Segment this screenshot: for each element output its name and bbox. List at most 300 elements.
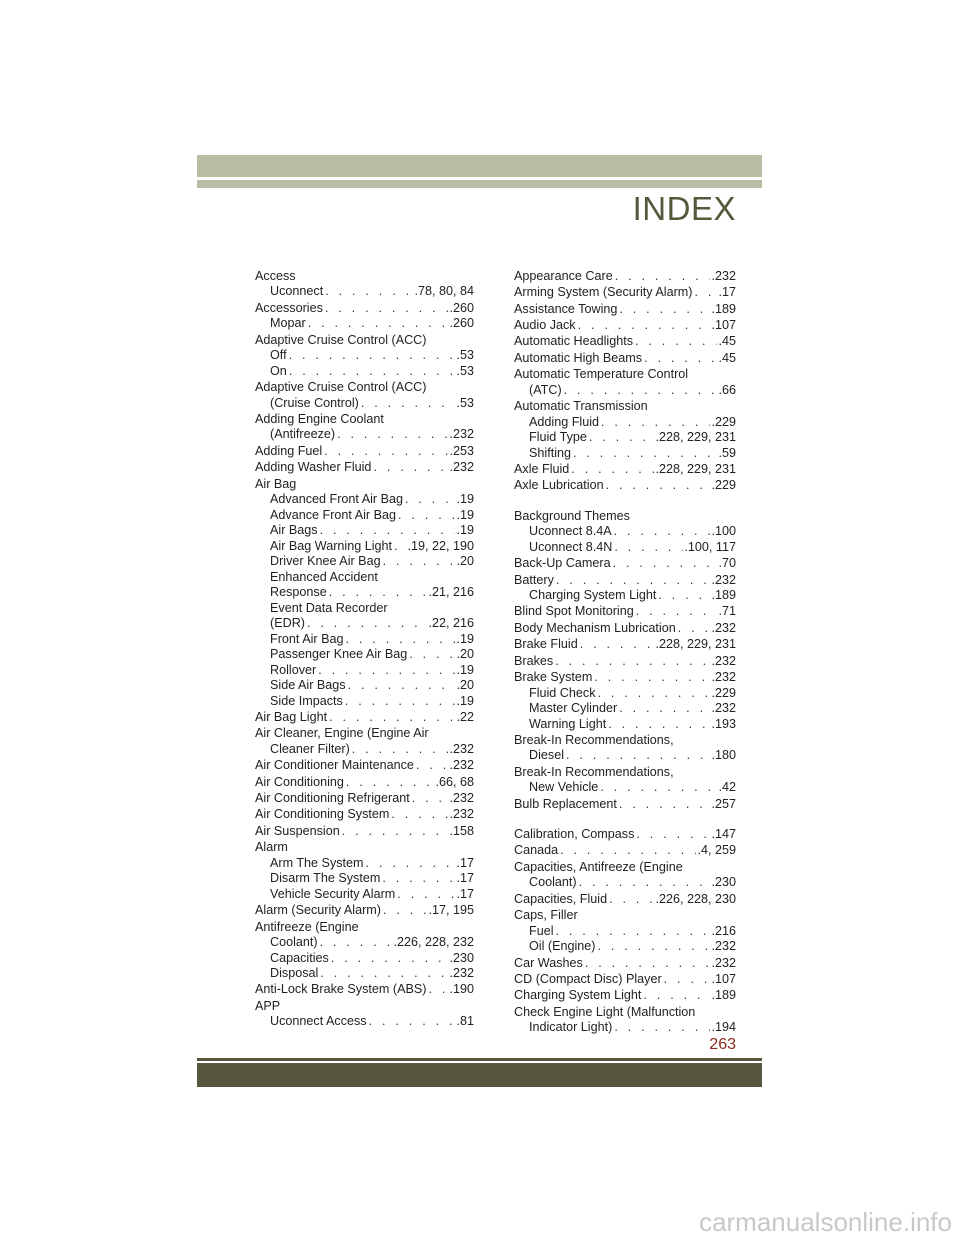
index-entry-label: Vehicle Security Alarm [270, 886, 396, 901]
index-entry-label: Appearance Care [514, 268, 613, 283]
index-entry [514, 908, 736, 924]
index-subentry [255, 1014, 474, 1030]
index-entry [514, 351, 736, 367]
index-entry-page: .17 [456, 886, 474, 901]
index-entry-page: .59 [718, 445, 736, 460]
dot-leader [306, 316, 449, 332]
dot-leader [344, 632, 456, 648]
index-subentry [514, 588, 736, 604]
index-column-right [514, 268, 736, 1036]
index-entry [514, 988, 736, 1004]
index-entry-page: .19 [456, 693, 474, 708]
index-entry [255, 903, 474, 919]
dot-leader [318, 523, 456, 539]
section-title: INDEX [632, 190, 736, 227]
index-subentry [514, 446, 736, 462]
index-entry-page: .42 [718, 780, 736, 795]
index-entry-page: .45 [718, 350, 736, 365]
index-entry-label: (EDR) [270, 616, 305, 631]
index-entry-page: .232 [449, 427, 474, 442]
index-subentry [514, 924, 736, 940]
dot-leader [335, 427, 448, 443]
index-entry-page: .232 [711, 955, 736, 970]
index-entry-label: Side Impacts [270, 693, 343, 708]
index-section-gap [514, 494, 736, 508]
index-subentry [255, 364, 474, 380]
index-entry-label: Passenger Knee Air Bag [270, 647, 408, 662]
dot-leader [350, 742, 449, 758]
index-entry-label: Uconnect 8.4N [529, 539, 613, 554]
index-entry-label: (Antifreeze) [270, 427, 336, 442]
index-subentry [255, 284, 474, 300]
index-entry-label: Bulb Replacement [514, 796, 617, 811]
index-subentry [255, 647, 474, 663]
dot-leader [612, 1020, 710, 1036]
index-entry-label: Shifting [529, 445, 572, 460]
dot-leader [617, 701, 710, 717]
dot-leader [364, 856, 456, 872]
index-entry-label: Adding Fuel [255, 443, 323, 458]
index-entry-label: Master Cylinder [529, 701, 618, 716]
dot-leader [414, 758, 449, 774]
index-subentry [255, 492, 474, 508]
index-entry-label: Axle Lubrication [514, 478, 604, 493]
index-subentry [514, 383, 736, 399]
dot-leader [578, 637, 655, 653]
index-entry-label: Event Data Recorder [270, 600, 388, 615]
index-entry [514, 797, 736, 813]
index-entry [255, 999, 474, 1015]
index-entry-label: Indicator Light) [529, 1020, 613, 1035]
index-entry-page: .21, 216 [428, 585, 474, 600]
index-entry-label: Assistance Towing [514, 301, 618, 316]
index-entry-label: Disposal [270, 966, 319, 981]
index-entry-label: Blind Spot Monitoring [514, 604, 634, 619]
index-entry [255, 791, 474, 807]
index-entry-page: .230 [449, 950, 474, 965]
index-entry [514, 621, 736, 637]
dot-leader [323, 284, 413, 300]
index-section-gap [514, 812, 736, 826]
index-entry-label: (Cruise Control) [270, 395, 359, 410]
index-entry-label: Off [270, 348, 287, 363]
dot-leader [396, 508, 455, 524]
index-subentry [255, 632, 474, 648]
index-entry-page: .53 [456, 348, 474, 363]
index-entry-page: .189 [711, 588, 736, 603]
index-entry-label: Fuel [529, 923, 554, 938]
index-entry-label: Check Engine Light (Malfunction [514, 1004, 696, 1019]
index-entry-page: .22, 216 [428, 616, 474, 631]
index-subentry [255, 951, 474, 967]
index-entry-label: Background Themes [514, 508, 630, 523]
index-entry-page: .100, 117 [684, 539, 736, 554]
index-entry-page: .216 [711, 923, 736, 938]
index-entry-label: Front Air Bag [270, 631, 344, 646]
index-entry-page: .232 [449, 460, 474, 475]
index-subentry [514, 430, 736, 446]
index-subentry [255, 554, 474, 570]
index-entry-page: .189 [711, 301, 736, 316]
index-entry-label: Adding Fluid [529, 414, 600, 429]
index-subentry [514, 717, 736, 733]
index-entry-label: (ATC) [529, 382, 562, 397]
dot-leader [598, 780, 717, 796]
index-entry-label: Rollover [270, 662, 317, 677]
index-entry-page: .228, 229, 231 [655, 462, 736, 477]
index-subentry [255, 508, 474, 524]
index-entry-page: .232 [711, 653, 736, 668]
index-entry-label: Automatic Headlights [514, 334, 634, 349]
header-band-rule [197, 180, 762, 188]
index-entry-page: .232 [711, 670, 736, 685]
index-entry-label: Air Bag [255, 476, 297, 491]
index-entry-label: Air Conditioning System [255, 807, 390, 822]
index-entry-page: .19 [456, 631, 474, 646]
index-entry-page: .19 [456, 492, 474, 507]
index-entry-page: .20 [456, 678, 474, 693]
index-entry [514, 654, 736, 670]
index-entry-label: Back-Up Camera [514, 556, 611, 571]
dot-leader [553, 654, 710, 670]
index-entry-label: Adding Washer Fluid [255, 460, 372, 475]
index-entry-label: Disarm The System [270, 871, 381, 886]
index-entry-label: CD (Compact Disc) Player [514, 971, 662, 986]
index-entry-page: .81 [456, 1014, 474, 1029]
index-entry [514, 285, 736, 301]
index-entry [514, 765, 736, 781]
index-subentry [514, 780, 736, 796]
index-entry-label: Coolant) [270, 935, 318, 950]
dot-leader [604, 478, 711, 494]
index-entry-page: .147 [711, 827, 736, 842]
index-subentry [255, 742, 474, 758]
index-column-left [255, 268, 474, 1030]
index-entry-label: Cleaner Filter) [270, 741, 350, 756]
index-entry [255, 758, 474, 774]
index-entry-label: Advance Front Air Bag [270, 507, 397, 522]
index-subentry [514, 686, 736, 702]
dot-leader [343, 694, 456, 710]
dot-leader [569, 462, 654, 478]
index-entry [255, 824, 474, 840]
index-entry-label: Arm The System [270, 855, 364, 870]
index-entry-label: Enhanced Accident [270, 569, 378, 584]
dot-leader [305, 616, 427, 632]
index-entry [514, 1005, 736, 1021]
index-entry-page: .257 [711, 796, 736, 811]
index-subentry [255, 523, 474, 539]
dot-leader [592, 670, 710, 686]
dot-leader [426, 982, 448, 998]
index-entry [514, 827, 736, 843]
dot-leader [322, 444, 448, 460]
index-entry-page: .230 [711, 875, 736, 890]
index-entry [255, 807, 474, 823]
index-entry-page: .70 [718, 556, 736, 571]
dot-leader [381, 554, 456, 570]
header-band [197, 155, 762, 177]
dot-leader [577, 875, 711, 891]
index-entry-page: .232 [711, 268, 736, 283]
dot-leader [371, 460, 448, 476]
index-entry [514, 367, 736, 383]
index-entry-label: Alarm [255, 840, 288, 855]
index-subentry [514, 1020, 736, 1036]
index-entry-label: Audio Jack [514, 318, 576, 333]
index-entry-page: .189 [711, 988, 736, 1003]
index-entry-page: .229 [711, 478, 736, 493]
index-entry-page: .17 [718, 285, 736, 300]
dot-leader [617, 797, 711, 813]
index-entry-page: .71 [718, 604, 736, 619]
dot-leader [617, 302, 710, 318]
index-entry-label: Fluid Type [529, 430, 587, 445]
index-entry-page: .232 [711, 701, 736, 716]
index-entry-page: .232 [449, 807, 474, 822]
dot-leader [389, 807, 448, 823]
index-entry-label: Coolant) [529, 875, 577, 890]
index-entry-page: .45 [718, 334, 736, 349]
index-entry-page: .66, 68 [435, 774, 474, 789]
index-entry-page: .66 [718, 382, 736, 397]
index-entry-page: .226, 228, 230 [655, 891, 736, 906]
index-entry [514, 269, 736, 285]
index-entry-label: Driver Knee Air Bag [270, 554, 381, 569]
index-entry-page: .260 [449, 316, 474, 331]
index-entry-label: Air Conditioner Maintenance [255, 758, 414, 773]
dot-leader [318, 966, 448, 982]
dot-leader [410, 791, 449, 807]
index-entry-page: .20 [456, 554, 474, 569]
index-entry-label: Axle Fluid [514, 462, 570, 477]
index-subentry [255, 427, 474, 443]
dot-leader [634, 827, 710, 843]
index-subentry [514, 939, 736, 955]
index-entry [514, 860, 736, 876]
index-entry-label: Brake System [514, 670, 593, 685]
index-entry-label: Capacities, Antifreeze (Engine [514, 859, 683, 874]
index-subentry [514, 415, 736, 431]
index-entry-page: .53 [456, 395, 474, 410]
dot-leader [344, 775, 435, 791]
dot-leader [327, 585, 428, 601]
index-entry [514, 670, 736, 686]
index-entry [255, 477, 474, 493]
index-entry-page: .260 [449, 300, 474, 315]
dot-leader [692, 285, 717, 301]
index-subentry [255, 585, 474, 601]
index-entry-label: Air Cleaner, Engine (Engine Air [255, 726, 429, 741]
index-entry-label: Charging System Light [529, 588, 657, 603]
index-subentry [255, 663, 474, 679]
index-entry-page: .17 [456, 855, 474, 870]
dot-leader [583, 956, 711, 972]
index-entry [514, 573, 736, 589]
index-subentry [255, 694, 474, 710]
index-entry-page: .190 [449, 982, 474, 997]
index-entry [255, 333, 474, 349]
index-entry-label: Automatic Temperature Control [514, 367, 689, 382]
dot-leader [562, 383, 718, 399]
dot-leader [359, 396, 456, 412]
index-entry-label: Warning Light [529, 716, 607, 731]
index-entry [514, 399, 736, 415]
index-entry-label: Accessories [255, 300, 323, 315]
index-entry-label: Access [255, 268, 296, 283]
index-entry-page: .232 [449, 741, 474, 756]
index-subentry [255, 601, 474, 617]
index-entry-page: .232 [711, 572, 736, 587]
index-entry [255, 444, 474, 460]
index-subentry [255, 935, 474, 951]
index-entry [255, 726, 474, 742]
dot-leader [596, 686, 711, 702]
index-entry-page: .228, 229, 231 [655, 637, 736, 652]
index-entry-label: Air Bags [270, 523, 318, 538]
index-subentry [514, 540, 736, 556]
index-entry-label: Brake Fluid [514, 637, 578, 652]
index-entry [255, 269, 474, 285]
index-entry-label: Caps, Filler [514, 908, 578, 923]
dot-leader [380, 871, 455, 887]
index-entry [255, 982, 474, 998]
index-entry-label: Brakes [514, 653, 554, 668]
index-entry [255, 920, 474, 936]
dot-leader [662, 972, 711, 988]
index-entry-page: .100 [711, 524, 736, 539]
dot-leader [596, 939, 711, 955]
index-entry-label: Adding Engine Coolant [255, 411, 384, 426]
dot-leader [407, 647, 455, 663]
watermark: carmanualsonline.info [699, 1207, 952, 1237]
index-entry-label: Diesel [529, 748, 564, 763]
index-entry-label: Response [270, 585, 327, 600]
index-entry [514, 462, 736, 478]
index-subentry [514, 875, 736, 891]
index-entry [514, 892, 736, 908]
index-entry [514, 478, 736, 494]
index-entry-label: Capacities, Fluid [514, 891, 608, 906]
index-subentry [255, 887, 474, 903]
dot-leader [599, 415, 710, 431]
index-entry-page: .22 [456, 710, 474, 725]
index-entry-page: .158 [449, 823, 474, 838]
index-entry-page: .19 [456, 507, 474, 522]
index-entry-label: Air Bag Light [255, 710, 328, 725]
dot-leader [607, 892, 654, 908]
dot-leader [612, 524, 711, 540]
index-entry-page: .17, 195 [428, 903, 474, 918]
dot-leader [287, 348, 456, 364]
index-entry-page: .4, 259 [697, 843, 736, 858]
dot-leader [329, 951, 449, 967]
index-entry-label: Anti-Lock Brake System (ABS) [255, 982, 427, 997]
index-subentry [255, 348, 474, 364]
dot-leader [367, 1014, 456, 1030]
index-entry-label: Uconnect Access [270, 1014, 367, 1029]
dot-leader [318, 935, 393, 951]
index-entry-label: Battery [514, 572, 554, 587]
index-entry [514, 556, 736, 572]
index-entry-page: .193 [711, 716, 736, 731]
dot-leader [381, 903, 428, 919]
index-entry-page: .19 [456, 523, 474, 538]
index-entry-label: Uconnect [270, 284, 324, 299]
index-entry-page: .20 [456, 647, 474, 662]
index-entry-label: Adaptive Cruise Control (ACC) [255, 332, 427, 347]
index-entry [255, 412, 474, 428]
dot-leader [392, 539, 406, 555]
index-entry-page: .19 [456, 662, 474, 677]
index-entry-label: Air Conditioning Refrigerant [255, 791, 410, 806]
index-entry-page: .232 [711, 620, 736, 635]
index-entry [514, 302, 736, 318]
index-entry-label: Antifreeze (Engine [255, 919, 359, 934]
index-entry [514, 334, 736, 350]
index-entry-label: Capacities [270, 950, 329, 965]
dot-leader [634, 604, 718, 620]
dot-leader [656, 588, 710, 604]
index-entry-label: Oil (Engine) [529, 939, 596, 954]
index-entry-page: .253 [449, 443, 474, 458]
index-entry-label: Break-In Recommendations, [514, 732, 674, 747]
index-entry-label: Uconnect 8.4A [529, 524, 612, 539]
index-entry-page: .180 [711, 748, 736, 763]
index-entry-page: .232 [449, 966, 474, 981]
index-entry [514, 604, 736, 620]
index-subentry [255, 616, 474, 632]
dot-leader [554, 924, 711, 940]
index-entry-label: Advanced Front Air Bag [270, 492, 404, 507]
index-entry [255, 301, 474, 317]
index-entry [514, 843, 736, 859]
index-entry-label: On [270, 363, 287, 378]
index-entry-page: .232 [711, 939, 736, 954]
index-entry-label: APP [255, 998, 281, 1013]
dot-leader [558, 843, 696, 859]
index-entry-label: New Vehicle [529, 780, 599, 795]
index-entry [255, 840, 474, 856]
page-number: 263 [709, 1036, 736, 1053]
index-entry-label: Automatic High Beams [514, 350, 643, 365]
index-subentry [255, 871, 474, 887]
index-entry-page: .107 [711, 318, 736, 333]
index-entry-label: Fluid Check [529, 685, 596, 700]
index-entry-label: Canada [514, 843, 559, 858]
index-entry [514, 733, 736, 749]
index-subentry [255, 966, 474, 982]
index-entry-page: .53 [456, 363, 474, 378]
index-entry-label: Adaptive Cruise Control (ACC) [255, 380, 427, 395]
index-entry-label: Mopar [270, 316, 306, 331]
dot-leader [676, 621, 711, 637]
index-entry-page: .226, 228, 232 [393, 935, 474, 950]
dot-leader [564, 748, 710, 764]
index-entry [255, 380, 474, 396]
index-subentry [255, 539, 474, 555]
index-entry-label: Air Suspension [255, 823, 340, 838]
index-entry-page: .232 [449, 758, 474, 773]
dot-leader [642, 351, 717, 367]
index-entry [514, 972, 736, 988]
dot-leader [323, 301, 449, 317]
index-entry-page: .194 [711, 1020, 736, 1035]
dot-leader [346, 678, 456, 694]
index-subentry [255, 396, 474, 412]
dot-leader [611, 556, 718, 572]
index-entry-label: Calibration, Compass [514, 827, 635, 842]
